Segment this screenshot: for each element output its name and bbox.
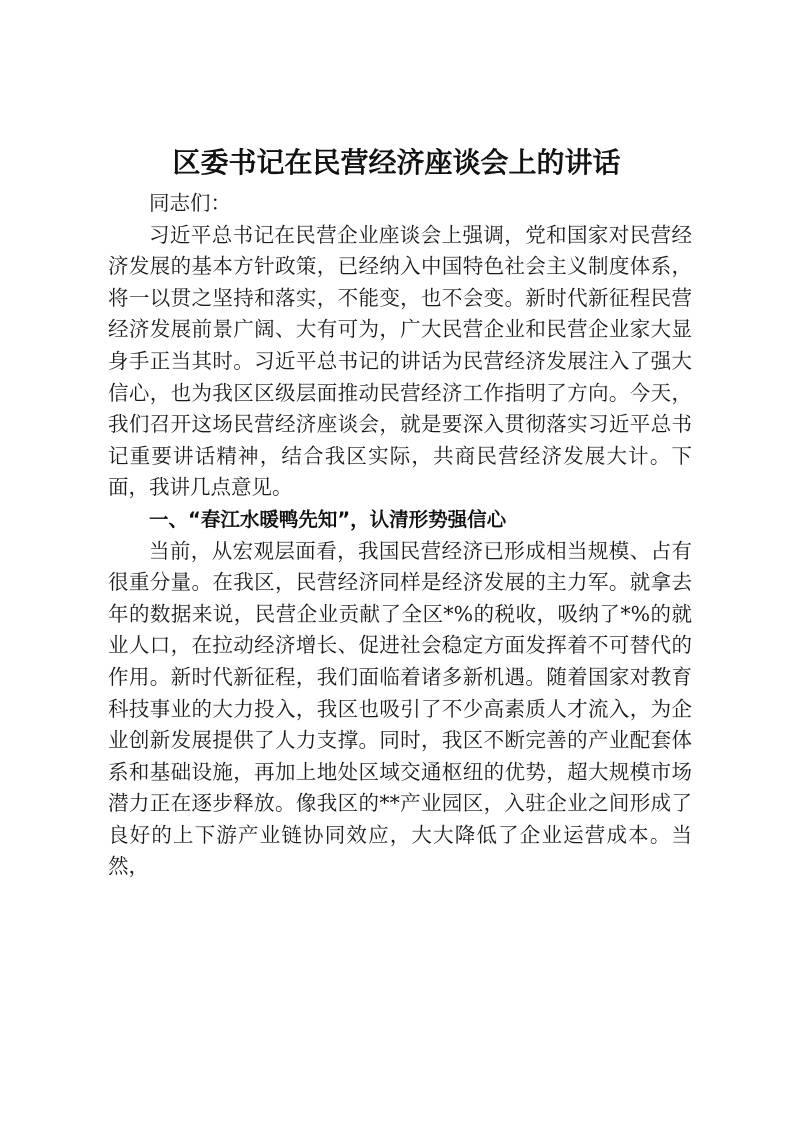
document-title: 区委书记在民营经济座谈会上的讲话 (172, 146, 621, 179)
section-paragraph: 当前，从宏观层面看，我国民营经济已形成相当规模、占有很重分量。在我区，民营经济同样是经济发展的主力军。就拿去年的数据来说，民营企业贡献了全区*%的税收，吸纳了*%的就业人口，在拉动经济增长、促进社会稳定方面发挥着不可替代的作用。新时代新征程，我们面临着诸多新机遇。随着国家对教育科技事业的大力投入，我区也吸引了不少高素质人才流入，为企业创新发展提供了人力支撑。同时，我区不断完善的产业配套体系和基础设施，再加上地处区域交通枢纽的优势，超大规模市场潜力正在逐步释放。像我区的**产业园区，入驻企业之间形成了良好的上下游产业链协同效应，大大降低了企业运营成本。当然， (108, 538, 692, 879)
salutation: 同志们： (149, 191, 231, 215)
section-heading: 一、“春江水暖鸭先知”，认清形势强信心 (149, 507, 507, 531)
intro-paragraph: 习近平总书记在民营企业座谈会上强调，党和国家对民营经济发展的基本方针政策，已经纳入中国特色社会主义制度体系，将一以贯之坚持和落实，不能变，也不会变。新时代新征程民营经济发展前景广阔、大有可为，广大民营企业和民营企业家大显身手正当其时。习近平总书记的讲话为民营经济发展注入了强大信心，也为我区区级层面推动民营经济工作指明了方向。今天，我们召开这场民营经济座谈会，就是要深入贯彻落实习近平总书记重要讲话精神，结合我区实际，共商民营经济发展大计。下面，我讲几点意见。 (108, 222, 692, 500)
document-body (108, 188, 692, 883)
